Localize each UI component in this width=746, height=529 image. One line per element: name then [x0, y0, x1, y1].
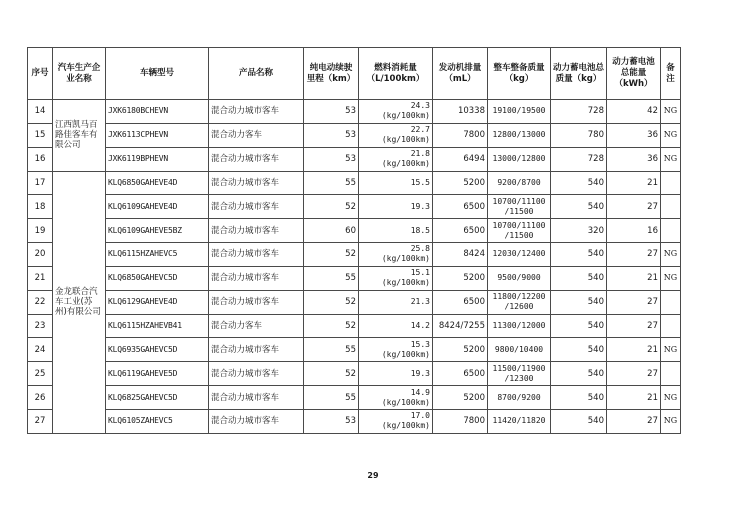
- battery-mass-cell: 780: [551, 123, 607, 147]
- battery-mass-cell: 540: [551, 314, 607, 338]
- battery-mass-cell: 540: [551, 266, 607, 290]
- vehicle-model-cell: JXK6180BCHEVN: [106, 100, 209, 124]
- engine-displacement-cell: 7800: [433, 123, 488, 147]
- battery-energy-cell: 27: [607, 243, 661, 267]
- row-index-cell: 22: [28, 290, 53, 314]
- vehicle-model-cell: KLQ6850GAHEVE4D: [106, 171, 209, 195]
- product-name-cell: 混合动力城市客车: [209, 362, 304, 386]
- engine-displacement-cell: 6500: [433, 362, 488, 386]
- fuel-consumption-cell: 25.8 (kg/100km): [359, 243, 433, 267]
- table-row: [28, 123, 681, 147]
- vehicle-model-cell: JXK6113CPHEVN: [106, 123, 209, 147]
- product-name-cell: 混合动力城市客车: [209, 290, 304, 314]
- row-index-cell: 16: [28, 147, 53, 171]
- battery-energy-cell: 42: [607, 100, 661, 124]
- battery-mass-cell: 540: [551, 171, 607, 195]
- curb-mass-cell: 8700/9200: [488, 386, 551, 410]
- fuel-consumption-cell: 15.1 (kg/100km): [359, 266, 433, 290]
- header-engine-displacement: 发动机排量（mL）: [433, 48, 488, 100]
- header-index: 序号: [28, 48, 53, 100]
- engine-displacement-cell: 5200: [433, 266, 488, 290]
- vehicle-model-cell: KLQ6825GAHEVC5D: [106, 386, 209, 410]
- table-body: [28, 100, 681, 434]
- table-row: [28, 243, 681, 267]
- electric-range-cell: 53: [304, 123, 359, 147]
- fuel-consumption-cell: 18.5: [359, 219, 433, 243]
- note-cell: NG: [661, 266, 681, 290]
- note-cell: NG: [661, 147, 681, 171]
- battery-energy-cell: 16: [607, 219, 661, 243]
- note-cell: NG: [661, 123, 681, 147]
- engine-displacement-cell: 5200: [433, 386, 488, 410]
- table-row: [28, 100, 681, 124]
- row-index-cell: 19: [28, 219, 53, 243]
- table-row: [28, 266, 681, 290]
- maker-name-cell: 金龙联合汽车工业(苏州)有限公司: [53, 171, 106, 433]
- curb-mass-cell: 11300/12000: [488, 314, 551, 338]
- table-header-row: [28, 48, 681, 100]
- fuel-consumption-cell: 21.8 (kg/100km): [359, 147, 433, 171]
- electric-range-cell: 55: [304, 386, 359, 410]
- electric-range-cell: 53: [304, 409, 359, 433]
- vehicle-model-cell: KLQ6109GAHEVE4D: [106, 195, 209, 219]
- electric-range-cell: 52: [304, 362, 359, 386]
- electric-range-cell: 52: [304, 195, 359, 219]
- product-name-cell: 混合动力城市客车: [209, 338, 304, 362]
- table-row: [28, 147, 681, 171]
- header-fuel-consumption: 燃料消耗量（L/100km）: [359, 48, 433, 100]
- curb-mass-cell: 11800/12200 /12600: [488, 290, 551, 314]
- battery-mass-cell: 728: [551, 147, 607, 171]
- row-index-cell: 15: [28, 123, 53, 147]
- vehicle-model-cell: KLQ6119GAHEVE5D: [106, 362, 209, 386]
- electric-range-cell: 53: [304, 147, 359, 171]
- note-cell: [661, 219, 681, 243]
- battery-mass-cell: 540: [551, 362, 607, 386]
- row-index-cell: 21: [28, 266, 53, 290]
- engine-displacement-cell: 7800: [433, 409, 488, 433]
- header-product-name: 产品名称: [209, 48, 304, 100]
- electric-range-cell: 52: [304, 290, 359, 314]
- electric-range-cell: 53: [304, 100, 359, 124]
- table-row: [28, 338, 681, 362]
- curb-mass-cell: 9500/9000: [488, 266, 551, 290]
- engine-displacement-cell: 8424/7255: [433, 314, 488, 338]
- note-cell: NG: [661, 338, 681, 362]
- header-model: 车辆型号: [106, 48, 209, 100]
- page-number: 29: [367, 471, 379, 480]
- battery-mass-cell: 540: [551, 409, 607, 433]
- curb-mass-cell: 10700/11100 /11500: [488, 219, 551, 243]
- electric-range-cell: 52: [304, 314, 359, 338]
- fuel-consumption-cell: 17.0 (kg/100km): [359, 409, 433, 433]
- engine-displacement-cell: 5200: [433, 171, 488, 195]
- curb-mass-cell: 12030/12400: [488, 243, 551, 267]
- battery-mass-cell: 320: [551, 219, 607, 243]
- header-battery-mass: 动力蓄电池总质量（kg）: [551, 48, 607, 100]
- table-row: [28, 290, 681, 314]
- electric-range-cell: 60: [304, 219, 359, 243]
- product-name-cell: 混合动力城市客车: [209, 147, 304, 171]
- engine-displacement-cell: 6500: [433, 219, 488, 243]
- battery-mass-cell: 540: [551, 338, 607, 362]
- product-name-cell: 混合动力客车: [209, 314, 304, 338]
- curb-mass-cell: 9800/10400: [488, 338, 551, 362]
- electric-range-cell: 55: [304, 266, 359, 290]
- battery-energy-cell: 21: [607, 171, 661, 195]
- table-row: [28, 409, 681, 433]
- header-battery-energy: 动力蓄电池总能量（kWh）: [607, 48, 661, 100]
- fuel-consumption-cell: 21.3: [359, 290, 433, 314]
- product-name-cell: 混合动力城市客车: [209, 219, 304, 243]
- row-index-cell: 17: [28, 171, 53, 195]
- battery-energy-cell: 27: [607, 290, 661, 314]
- fuel-consumption-cell: 14.2: [359, 314, 433, 338]
- engine-displacement-cell: 6494: [433, 147, 488, 171]
- battery-energy-cell: 27: [607, 314, 661, 338]
- engine-displacement-cell: 6500: [433, 290, 488, 314]
- engine-displacement-cell: 8424: [433, 243, 488, 267]
- row-index-cell: 23: [28, 314, 53, 338]
- battery-mass-cell: 540: [551, 243, 607, 267]
- vehicle-model-cell: KLQ6105ZAHEVC5: [106, 409, 209, 433]
- vehicle-model-cell: KLQ6115HZAHEVC5: [106, 243, 209, 267]
- battery-energy-cell: 36: [607, 147, 661, 171]
- battery-energy-cell: 21: [607, 386, 661, 410]
- vehicle-model-cell: KLQ6115HZAHEVB41: [106, 314, 209, 338]
- battery-mass-cell: 540: [551, 195, 607, 219]
- table-row: [28, 219, 681, 243]
- product-name-cell: 混合动力客车: [209, 123, 304, 147]
- battery-energy-cell: 27: [607, 195, 661, 219]
- note-cell: [661, 362, 681, 386]
- fuel-consumption-cell: 14.9 (kg/100km): [359, 386, 433, 410]
- note-cell: [661, 290, 681, 314]
- curb-mass-cell: 19100/19500: [488, 100, 551, 124]
- product-name-cell: 混合动力城市客车: [209, 195, 304, 219]
- product-name-cell: 混合动力城市客车: [209, 266, 304, 290]
- battery-energy-cell: 27: [607, 362, 661, 386]
- engine-displacement-cell: 5200: [433, 338, 488, 362]
- battery-energy-cell: 21: [607, 266, 661, 290]
- note-cell: NG: [661, 386, 681, 410]
- maker-name-cell: 江西凯马百路佳客车有限公司: [53, 100, 106, 172]
- header-note: 备注: [661, 48, 681, 100]
- table-row: [28, 386, 681, 410]
- row-index-cell: 26: [28, 386, 53, 410]
- curb-mass-cell: 13000/12800: [488, 147, 551, 171]
- vehicle-model-cell: KLQ6850GAHEVC5D: [106, 266, 209, 290]
- row-index-cell: 24: [28, 338, 53, 362]
- curb-mass-cell: 12800/13000: [488, 123, 551, 147]
- product-name-cell: 混合动力城市客车: [209, 243, 304, 267]
- fuel-consumption-cell: 24.3 (kg/100km): [359, 100, 433, 124]
- row-index-cell: 25: [28, 362, 53, 386]
- note-cell: NG: [661, 409, 681, 433]
- engine-displacement-cell: 10338: [433, 100, 488, 124]
- row-index-cell: 20: [28, 243, 53, 267]
- electric-range-cell: 55: [304, 338, 359, 362]
- note-cell: NG: [661, 100, 681, 124]
- curb-mass-cell: 9200/8700: [488, 171, 551, 195]
- battery-energy-cell: 36: [607, 123, 661, 147]
- vehicle-model-cell: JXK6119BPHEVN: [106, 147, 209, 171]
- battery-energy-cell: 27: [607, 409, 661, 433]
- engine-displacement-cell: 6500: [433, 195, 488, 219]
- battery-mass-cell: 540: [551, 290, 607, 314]
- note-cell: NG: [661, 243, 681, 267]
- note-cell: [661, 171, 681, 195]
- product-name-cell: 混合动力城市客车: [209, 409, 304, 433]
- row-index-cell: 18: [28, 195, 53, 219]
- vehicle-model-cell: KLQ6935GAHEVC5D: [106, 338, 209, 362]
- row-index-cell: 14: [28, 100, 53, 124]
- table-row: [28, 171, 681, 195]
- table-row: [28, 314, 681, 338]
- vehicle-model-cell: KLQ6129GAHEVE4D: [106, 290, 209, 314]
- curb-mass-cell: 11420/11820: [488, 409, 551, 433]
- product-name-cell: 混合动力城市客车: [209, 386, 304, 410]
- note-cell: [661, 314, 681, 338]
- vehicle-model-cell: KLQ6109GAHEVE5BZ: [106, 219, 209, 243]
- table-row: [28, 362, 681, 386]
- row-index-cell: 27: [28, 409, 53, 433]
- product-name-cell: 混合动力城市客车: [209, 171, 304, 195]
- fuel-consumption-cell: 22.7 (kg/100km): [359, 123, 433, 147]
- electric-range-cell: 55: [304, 171, 359, 195]
- fuel-consumption-cell: 15.5: [359, 171, 433, 195]
- table-row: [28, 195, 681, 219]
- curb-mass-cell: 11500/11900 /12300: [488, 362, 551, 386]
- header-electric-range: 纯电动续驶里程（km）: [304, 48, 359, 100]
- curb-mass-cell: 10700/11100 /11500: [488, 195, 551, 219]
- note-cell: [661, 195, 681, 219]
- fuel-consumption-cell: 19.3: [359, 362, 433, 386]
- battery-mass-cell: 540: [551, 386, 607, 410]
- vehicle-catalog-table: [27, 47, 681, 434]
- battery-mass-cell: 728: [551, 100, 607, 124]
- fuel-consumption-cell: 15.3 (kg/100km): [359, 338, 433, 362]
- header-maker: 汽车生产企业名称: [53, 48, 106, 100]
- fuel-consumption-cell: 19.3: [359, 195, 433, 219]
- header-curb-mass: 整车整备质量（kg）: [488, 48, 551, 100]
- electric-range-cell: 52: [304, 243, 359, 267]
- product-name-cell: 混合动力城市客车: [209, 100, 304, 124]
- battery-energy-cell: 21: [607, 338, 661, 362]
